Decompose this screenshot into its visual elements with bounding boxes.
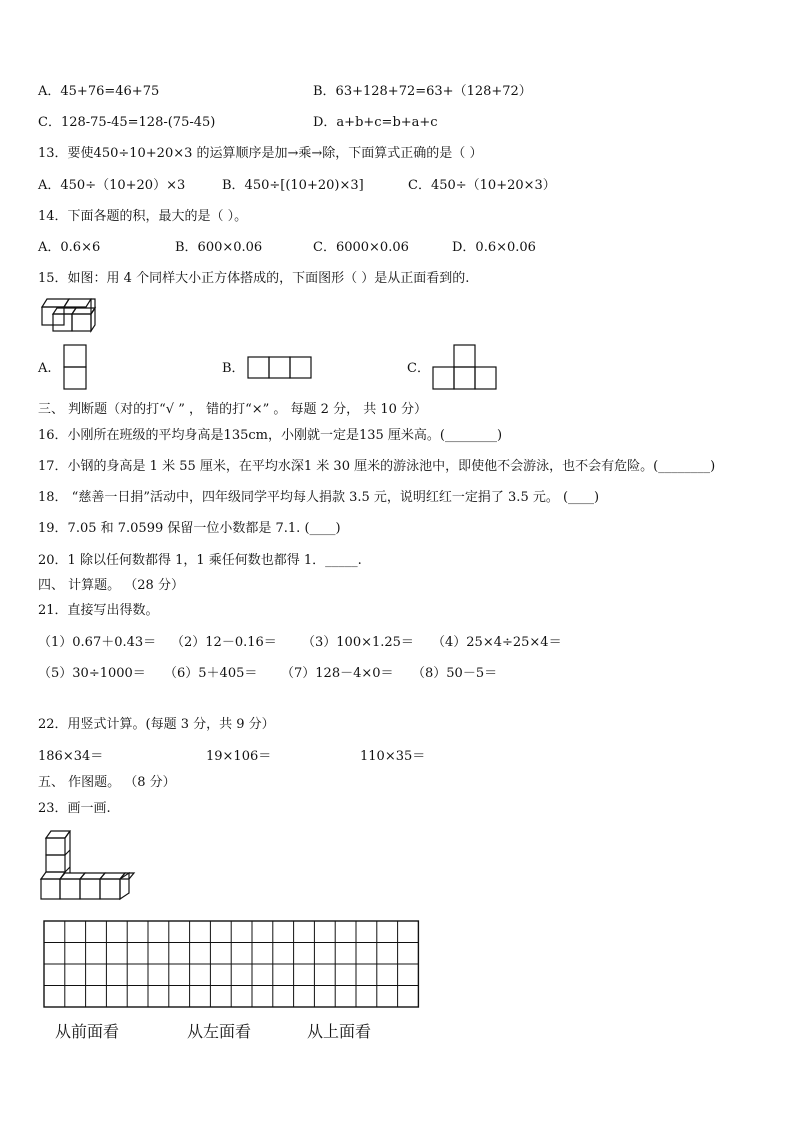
- q22-item-3: 110×35＝: [360, 749, 426, 764]
- q20-text: 20．1 除以任何数都得 1，1 乘任何数也都得 1．_____.: [38, 553, 362, 568]
- q14-option-b: B．600×0.06: [175, 240, 263, 255]
- q15-option-b-label: B．: [222, 361, 245, 376]
- q23-stem: 23．画一画.: [38, 801, 111, 816]
- q23-drawing-grid[interactable]: [43, 920, 421, 1008]
- q16-text: 16．小刚所在班级的平均身高是135cm，小刚就一定是135 厘米高。(________): [38, 428, 503, 443]
- q15-option-c-label: C．: [407, 361, 430, 376]
- q14-option-d: D．0.6×0.06: [452, 240, 536, 255]
- q21-item-6: （6）5＋405＝: [164, 666, 258, 681]
- q19-text: 19．7.05 和 7.0599 保留一位小数都是 7.1. (____): [38, 521, 341, 536]
- q21-item-7: （7）128－4×0＝: [281, 666, 394, 681]
- q15-option-a-label: A.: [38, 361, 52, 376]
- caption-front-view: 从前面看: [55, 1022, 120, 1041]
- q15-cube-figure: [38, 298, 102, 332]
- q21-item-1: （1）0.67＋0.43＝: [38, 635, 157, 650]
- section4-heading: 四、 计算题。 （28 分）: [38, 578, 184, 593]
- q22-item-1: 186×34＝: [38, 749, 104, 764]
- q13-option-c: C．450÷（10+20×3）: [408, 178, 556, 193]
- q21-item-8: （8）50－5＝: [412, 666, 498, 681]
- q15-option-c-figure: [432, 344, 498, 390]
- q21-item-3: （3）100×1.25＝: [302, 635, 414, 650]
- q17-text: 17．小钢的身高是 1 米 55 厘米，在平均水深1 米 30 厘米的游泳池中，即使他不会游泳，也不会有危险。(________): [38, 459, 716, 474]
- q21-stem: 21．直接写出得数。: [38, 603, 159, 618]
- q14-stem: 14．下面各题的积，最大的是（ ）。: [38, 209, 248, 224]
- caption-left-view: 从左面看: [187, 1022, 252, 1041]
- q13-option-a: A．450÷（10+20）×3: [38, 178, 186, 193]
- q14-option-a: A．0.6×6: [38, 240, 101, 255]
- q12-option-b: B．63+128+72=63+（128+72）: [313, 84, 532, 99]
- q23-cube-figure: [38, 830, 134, 902]
- q15-option-a-figure: [63, 344, 87, 390]
- section3-heading: 三、 判断题（对的打“√ ” ， 错的打“×” 。 每题 2 分， 共 10 分）: [38, 402, 428, 417]
- q21-item-5: （5）30÷1000＝: [38, 666, 146, 681]
- caption-top-view: 从上面看: [307, 1022, 372, 1041]
- q12-option-a: A．45+76=46+75: [38, 84, 160, 99]
- q12-option-d: D．a+b+c=b+a+c: [313, 115, 438, 130]
- q22-stem: 22．用竖式计算。(每题 3 分，共 9 分）: [38, 717, 275, 732]
- q22-item-2: 19×106＝: [206, 749, 272, 764]
- q18-text: 18． “慈善一日捐”活动中，四年级同学平均每人捐款 3.5 元，说明红红一定捐了 3.5 元。 (____): [38, 490, 600, 505]
- q13-stem: 13．要使450÷10+20×3 的运算顺序是加→乘→除，下面算式正确的是（ ）: [38, 146, 483, 161]
- q15-option-b-figure: [247, 356, 313, 380]
- q12-option-c: C．128-75-45=128-(75-45): [38, 115, 216, 130]
- section5-heading: 五、 作图题。 （8 分）: [38, 775, 176, 790]
- q21-item-2: （2）12－0.16＝: [171, 635, 277, 650]
- q13-option-b: B．450÷[(10+20)×3]: [222, 178, 364, 193]
- q15-stem: 15．如图：用 4 个同样大小正方体搭成的，下面图形（ ）是从正面看到的.: [38, 271, 470, 286]
- q14-option-c: C．6000×0.06: [313, 240, 409, 255]
- q21-item-4: （4）25×4÷25×4＝: [432, 635, 562, 650]
